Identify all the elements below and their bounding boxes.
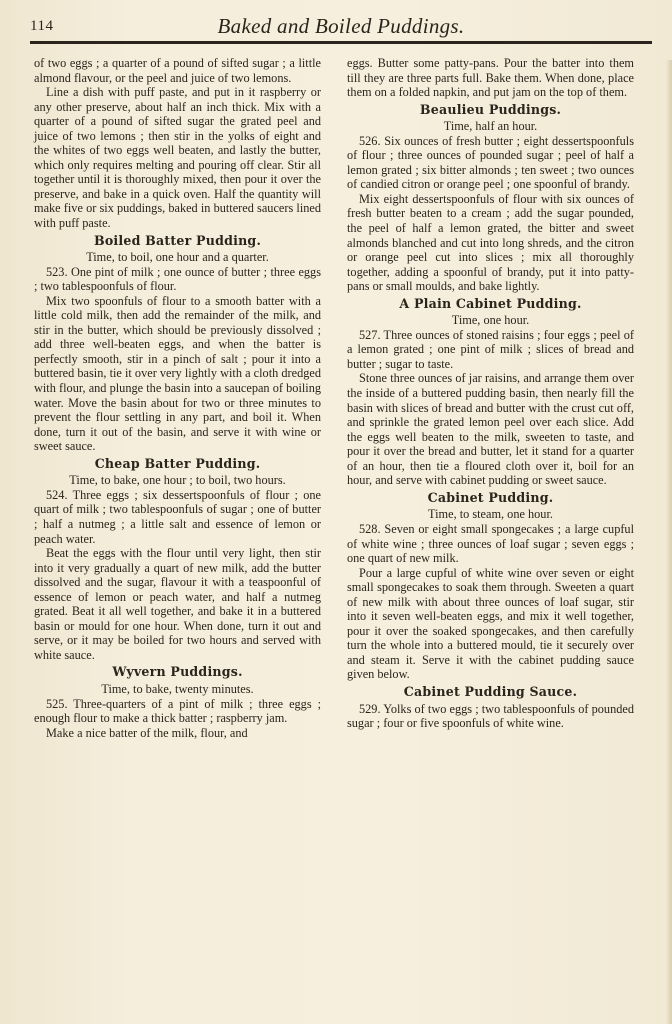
right-column	[347, 56, 634, 731]
paragraph: 527. Three ounces of stoned raisins ; four eggs ; peel of a lemon grated ; one pint of milk ; slices of bread and butter ; sugar to taste.	[347, 327, 634, 371]
paragraph: 526. Six ounces of fresh butter ; eight dessertspoonfuls of flour ; three ounces of pounded sugar ; peel of half a lemon grated ; six bitter almonds ; ten sweet ; two ounces of candied citron or orange peel ; one spoonful of brandy.	[347, 133, 634, 192]
paragraph: Stone three ounces of jar raisins, and arrange them over the inside of a buttered pudding basin, then nearly fill the basin with slices of bread and butter with the crust cut off, and sprinkle the grated lemon peel over each slice. Add the eggs well beaten to the milk, sweeten to taste, and pour it over the bread and butter, let it stand for a quarter of an hour, then tie a floured cloth over it, boil for an hour, and serve with cabinet pudding or sweet sauce.	[347, 371, 634, 488]
recipe-heading: Boiled Batter Pudding.	[93, 232, 262, 248]
recipe-heading: Wyvern Puddings.	[112, 664, 243, 680]
paragraph: 529. Yolks of two eggs ; two tablespoonfuls of pounded sugar ; four or five spoonfuls of white wine.	[347, 701, 634, 731]
recipe-heading: Beaulieu Puddings.	[419, 101, 562, 117]
recipe-time: Time, to bake, one hour ; to boil, two hours.	[69, 473, 286, 488]
recipe-heading: Cabinet Pudding.	[427, 489, 554, 505]
paragraph: Mix two spoonfuls of flour to a smooth batter with a little cold milk, then add the remainder of the milk, and stir in the butter, which should be previously dissolved ; add three well-beaten eggs, and when the batter is perfectly smooth, stir in a pinch of salt ; pour it into a buttered basin, tie it over very lightly with a cloth dredged with flour, and plunge the basin into a saucepan of boiling water. Move the basin about for two or three minutes to prevent the flour settling in any part, and boil it. When done, turn it out of the basin, and serve it with wine or sweet sauce.	[34, 293, 321, 454]
paragraph: Make a nice batter of the milk, flour, and	[46, 725, 248, 740]
recipe-time: Time, to steam, one hour.	[428, 507, 553, 522]
page-edge	[666, 60, 672, 1024]
recipe-heading: Cabinet Pudding Sauce.	[403, 683, 578, 699]
recipe-time: Time, half an hour.	[443, 119, 538, 134]
paragraph: 528. Seven or eight small spongecakes ; a large cupful of white wine ; three ounces of loaf sugar ; seven eggs ; one quart of new milk.	[347, 521, 634, 566]
paragraph: Mix eight dessertspoonfuls of flour with six ounces of fresh butter beaten to a cream ; add the sugar pounded, the peel of half a lemon grated, the bitter and sweet almonds blanched and cut into long shreds, and the citron or orange peel cut into slices ; mix all thoroughly together, adding a spoonful of brandy, put it into patty-pans or small moulds, and bake lightly.	[347, 191, 634, 294]
page-header	[30, 12, 652, 40]
paragraph: Pour a large cupful of white wine over seven or eight small spongecakes to soak them through. Sweeten a quart of new milk with about three ounces of loaf sugar, stir into it seven well-beaten eggs, and mix it well together, pour it over the soaked spongecakes, and then carefully turn the whole into a buttered mould, tie it securely over and steam it. Serve it with the cabinet pudding sauce given below.	[347, 565, 634, 682]
paragraph: eggs. Butter some patty-pans. Pour the batter into them till they are three parts full. Bake them. When done, place them on a folded napkin, and put jam on the top of them.	[347, 56, 634, 100]
paragraph: Beat the eggs with the flour until very light, then stir into it very gradually a quart of new milk, add the butter dissolved and the sugar, flavour it with a teaspoonful of essence of lemon or peach water, and half a nutmeg grated. Beat it all well together, and bake it in a buttered basin or mould for one hour. When done, turn it out and serve, or it may be boiled for two hours and served with white sauce.	[34, 546, 321, 662]
left-column	[34, 56, 321, 740]
paragraph: Line a dish with puff paste, and put in it raspberry or any other preserve, about half an inch thick. Mix with a quarter of a pound of sifted sugar the grated peel and juice of two lemons ; then stir in the yolks of eight and the whites of two eggs well beaten, and lastly the butter, which only requires melting and pouring off clear. Stir all together until it is thoroughly mixed, then pour it over the preserve, and bake in a quick oven. Half the quantity will make five or six puddings, baked in buttered saucers lined with puff paste.	[34, 85, 321, 231]
recipe-heading: Cheap Batter Pudding.	[94, 455, 261, 471]
recipe-time: Time, to bake, twenty minutes.	[101, 681, 254, 696]
paragraph: 523. One pint of milk ; one ounce of butter ; three eggs ; two tablespoonfuls of flour.	[34, 264, 321, 294]
header-rule	[30, 41, 652, 44]
paragraph: of two eggs ; a quarter of a pound of sifted sugar ; a little almond flavour, or the peel and juice of two lemons.	[34, 56, 321, 85]
recipe-heading: A Plain Cabinet Pudding.	[399, 295, 582, 311]
paragraph: 524. Three eggs ; six dessertspoonfuls of flour ; one quart of milk ; two tablespoonfuls of sugar ; one of butter ; half a nutmeg ; a little salt and essence of lemon or peach water.	[34, 487, 321, 546]
paragraph: 525. Three-quarters of a pint of milk ; three eggs ; enough flour to make a thick batter ; raspberry jam.	[34, 696, 321, 726]
recipe-time: Time, one hour.	[451, 313, 530, 328]
running-title: Baked and Boiled Puddings.	[217, 14, 465, 38]
page-number: 114	[30, 18, 54, 34]
recipe-time: Time, to boil, one hour and a quarter.	[86, 250, 269, 265]
